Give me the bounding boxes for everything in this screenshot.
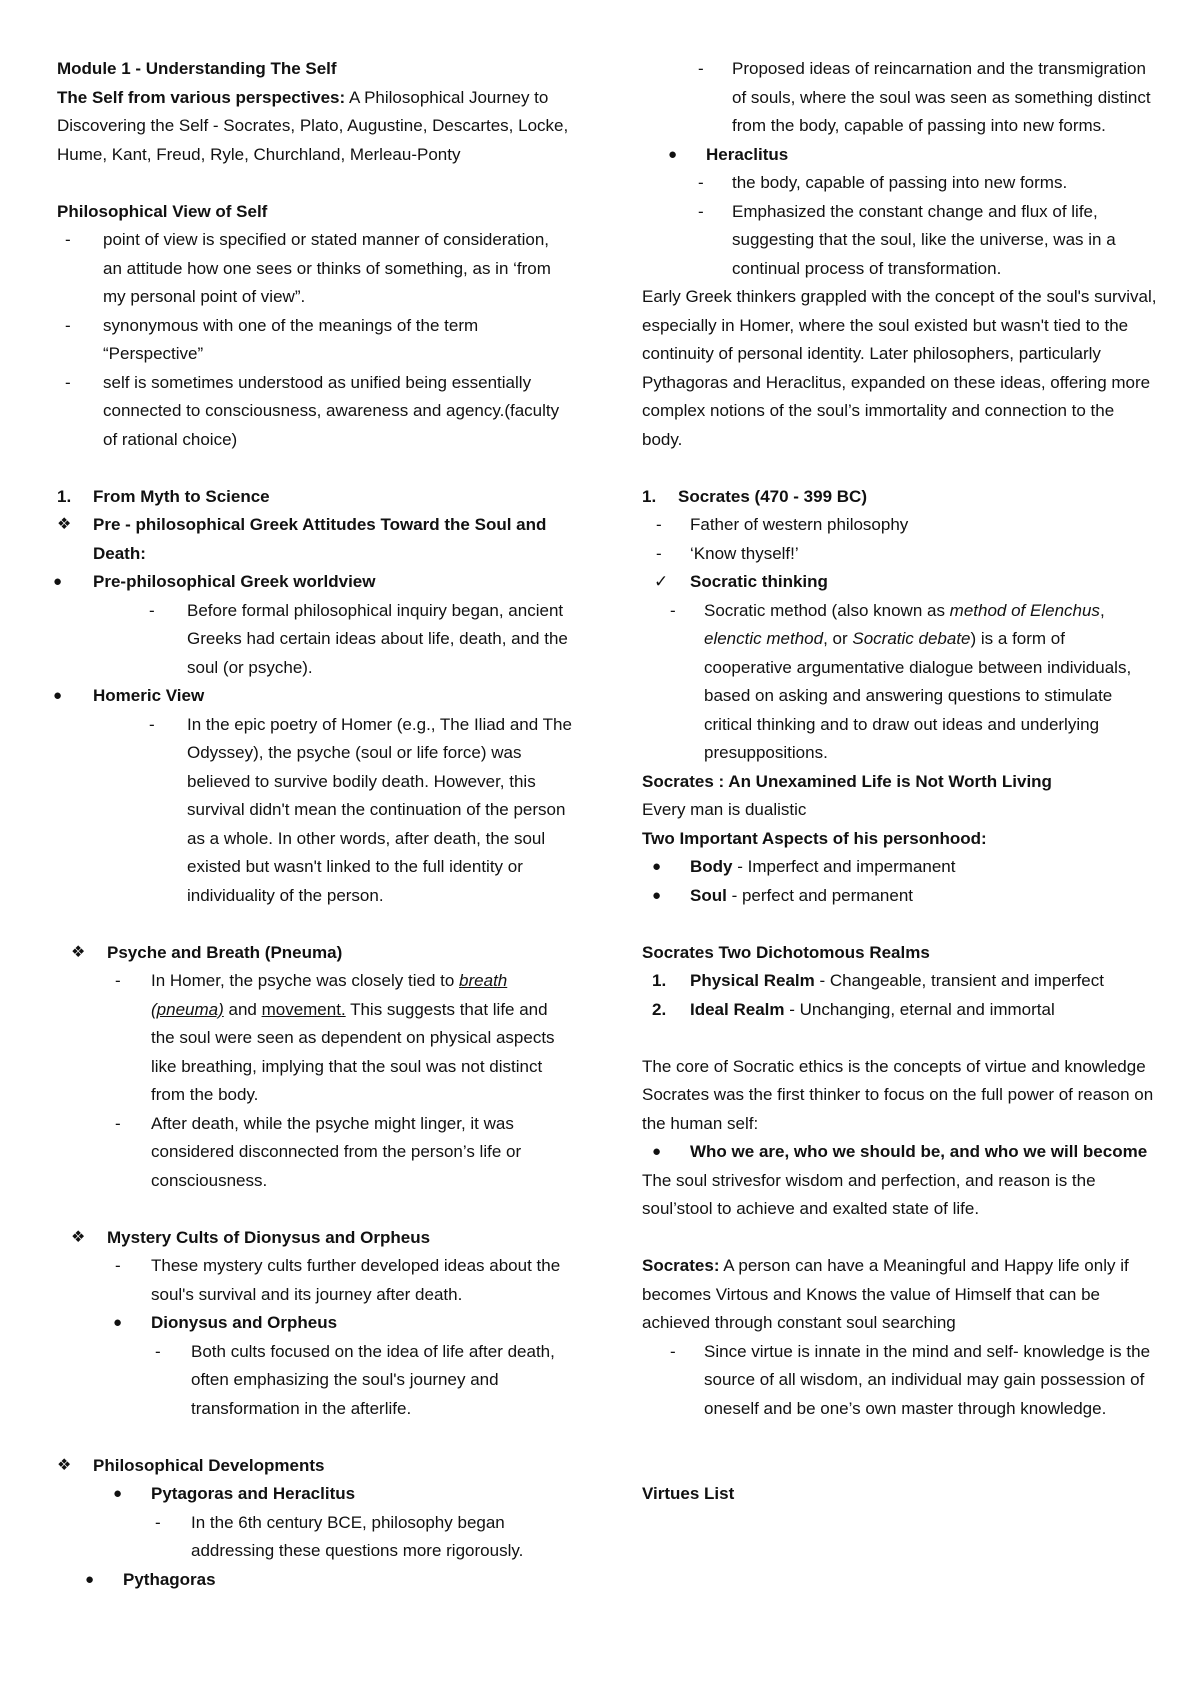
bullet-icon: ● xyxy=(652,1143,662,1160)
diamond-bullet-icon: ❖ xyxy=(57,516,72,533)
homeric-heading: ● Homeric View xyxy=(57,682,572,711)
unexamined-life-heading: Socrates : An Unexamined Life is Not Worth Living xyxy=(642,771,1052,791)
pythagoras-item: - Proposed ideas of reincarnation and the transmigration of souls, where the soul was seen as something distinct from the body, capable of passing into new forms. xyxy=(698,59,1151,135)
pv-item-3: - self is sometimes understood as unified being essentially connected to consciousness, awareness and agency.(faculty of rational choice) xyxy=(65,372,560,449)
heraclitus-heading: ● Heraclitus xyxy=(642,141,1157,170)
intro-text: A Philosophical Journey to Discovering the Self - Socrates, Plato, Augustine, Descartes, Locke, Hume, Kant, Freud, Ryle, Churchland, Merleau-Ponty xyxy=(57,87,569,164)
dionysus-item: - Both cults focused on the idea of life after death, often emphasizing the soul's journey and transformation in the afterlife. xyxy=(155,1341,555,1418)
first-thinker-paragraph: Socrates was the first thinker to focus on the full power of reason on the human self: xyxy=(642,1085,1154,1133)
core-ethics-paragraph: The core of Socratic ethics is the concepts of virtue and knowledge xyxy=(642,1056,1146,1076)
soul-strives-paragraph: The soul strivesfor wisdom and perfection, and reason is the soul’stool to achieve and exalted state of life. xyxy=(642,1170,1096,1218)
diamond-bullet-icon: ❖ xyxy=(57,1456,72,1474)
aspects-heading: Two Important Aspects of his personhood: xyxy=(642,828,987,848)
section-1-heading: 1. From Myth to Science xyxy=(57,486,270,506)
pneuma-item-2: - After death, while the psyche might linger, it was considered disconnected from the person’s life or consciousness. xyxy=(115,1113,522,1190)
soul-aspect: ● Soul - perfect and permanent xyxy=(642,882,1157,911)
heraclitus-item-1: - the body, capable of passing into new forms. xyxy=(698,173,1068,192)
body-aspect: ● Body - Imperfect and impermanent xyxy=(642,853,1157,882)
bullet-icon: ● xyxy=(652,858,662,875)
dionysus-heading: ● Dionysus and Orpheus xyxy=(57,1309,572,1338)
physical-realm: 1. Physical Realm - Changeable, transient and imperfect xyxy=(652,971,1104,990)
pre-philosophical-heading: ❖ Pre - philosophical Greek Attitudes Toward the Soul and Death: xyxy=(57,511,572,568)
pv-item-2: - synonymous with one of the meanings of the term “Perspective” xyxy=(65,315,479,363)
intro-bold: The Self from various perspectives: xyxy=(57,87,346,107)
socrates-item-1: - Father of western philosophy xyxy=(656,515,909,534)
virtue-item: - Since virtue is innate in the mind and self- knowledge is the source of all wisdom, an individual may gain possession of oneself and be one’s own master through knowledge. xyxy=(670,1341,1151,1418)
socratic-method-item: - Socratic method (also known as method of Elenchus, elenctic method, or Socratic debate) is a form of cooperative argumentative dialogue between individuals, based on asking and answering questions to stimulate critical thinking and to draw out ideas and underlying presuppositions. xyxy=(670,600,1132,762)
early-greek-paragraph: Early Greek thinkers grappled with the concept of the soul's survival, especially in Homer, where the soul existed but wasn't tied to the continuity of personal identity. Later philosophers, particularly Pythagoras and Heraclitus, expanded on these ideas, offering more complex notions of the soul’s immortality and connection to the body. xyxy=(642,287,1157,449)
bullet-icon: ● xyxy=(53,687,63,704)
right-column xyxy=(642,55,1157,1509)
bullet-icon: ● xyxy=(113,1314,123,1331)
dualistic-line: Every man is dualistic xyxy=(642,800,807,819)
diamond-bullet-icon: ❖ xyxy=(71,1228,86,1246)
bullet-icon: ● xyxy=(113,1485,123,1502)
heraclitus-item-2: - Emphasized the constant change and flux of life, suggesting that the soul, like the universe, was in a continual process of transformation. xyxy=(698,201,1116,278)
worldview-heading: ● Pre-philosophical Greek worldview xyxy=(57,568,572,597)
socrates-item-2: - ‘Know thyself!’ xyxy=(656,543,799,563)
pytagoras-heraclitus-heading: ● Pytagoras and Heraclitus xyxy=(57,1480,572,1509)
philosophical-view-heading: Philosophical View of Self xyxy=(57,201,268,221)
diamond-bullet-icon: ❖ xyxy=(71,943,86,961)
pythagoras-heading: ● Pythagoras xyxy=(57,1566,572,1595)
pneuma-item-1: - In Homer, the psyche was closely tied to breath (pneuma) and movement. This suggests that life and the soul were seen as dependent on physical aspects like breathing, implying that the soul was not distinct from the body. xyxy=(115,971,555,1104)
bullet-icon: ● xyxy=(652,886,662,904)
mystery-heading: ❖ Mystery Cults of Dionysus and Orpheus xyxy=(57,1224,572,1253)
left-column xyxy=(53,55,572,1594)
bullet-icon: ● xyxy=(53,573,63,590)
virtues-list-heading: Virtues List xyxy=(642,1484,735,1503)
homeric-item: - In the epic poetry of Homer (e.g., The Iliad and The Odyssey), the psyche (soul or life force) was believed to survive bodily death. However, this survival didn't mean the continuation of the person as a whole. In other words, after death, the soul existed but wasn't linked to the full identity or individuality of the person. xyxy=(149,714,572,905)
bullet-icon: ● xyxy=(85,1570,95,1588)
realms-heading: Socrates Two Dichotomous Realms xyxy=(642,942,930,962)
pv-item-1: - point of view is specified or stated manner of consideration, an attitude how one sees or thinks of something, as in ‘from my personal point of view”. xyxy=(65,230,551,306)
ideal-realm: 2. Ideal Realm - Unchanging, eternal and immortal xyxy=(652,999,1055,1019)
pneuma-heading: ❖ Psyche and Breath (Pneuma) xyxy=(57,939,572,968)
mystery-item: - These mystery cults further developed ideas about the soul's survival and its journey after death. xyxy=(115,1256,561,1304)
philosophical-developments-heading: ❖ Philosophical Developments xyxy=(57,1452,572,1481)
pytagoras-heraclitus-item: - In the 6th century BCE, philosophy began addressing these questions more rigorously. xyxy=(155,1512,524,1560)
meaningful-life-paragraph: Socrates: A person can have a Meaningful and Happy life only if becomes Virtous and Knows the value of Himself that can be achieved through constant soul searching xyxy=(642,1256,1129,1332)
socrates-heading: 1. Socrates (470 - 399 BC) xyxy=(642,486,867,506)
who-we-are-item: ● Who we are, who we should be, and who we will become xyxy=(642,1138,1157,1167)
bullet-icon: ● xyxy=(668,145,678,163)
worldview-item: - Before formal philosophical inquiry began, ancient Greeks had certain ideas about life, death, and the soul (or psyche). xyxy=(149,600,568,677)
intro-paragraph xyxy=(57,84,572,170)
checkmark-icon: ✓ xyxy=(654,572,669,591)
module-title: Module 1 - Understanding The Self xyxy=(57,59,337,78)
socratic-thinking-heading: ✓ Socratic thinking xyxy=(642,568,1157,597)
